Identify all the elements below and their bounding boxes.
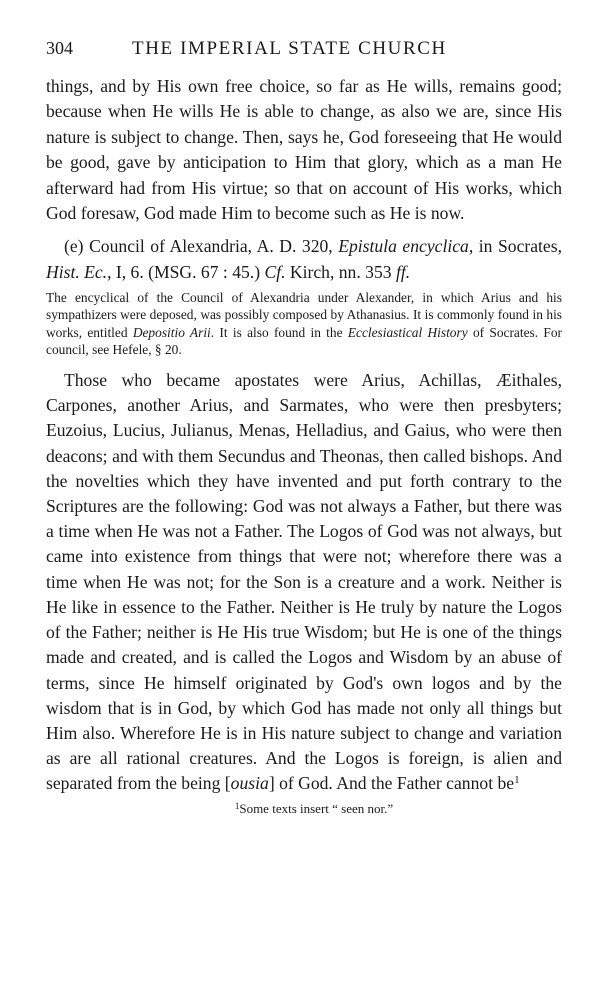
- greek-term: ousia: [230, 773, 269, 794]
- encyclical-text: Those who became apostates were Arius, Achillas, Æithales, Carpones, another Arius, and Sarmates, who were then presbyters; Euzoius, Lucius, Julianus, Menas, Helladius, and Gaius, who were then deacons; and with them Secundus and Theonas, then called bishops. And the novelties which they have invented and put forth contrary to the Scriptures are the following: God was not always a Father, but there was a time when He was not a Father. The Logos of God was not always, but came into existence from things that were not; wherefore there was a time when He was not; for the Son is a creature and a work. Neither is He like in essence to the Father. Neither is He truly by nature the Logos of the Father; neither is He His true Wisdom; but He is one of the things made and created, and is called the Logos and Wisdom by an abuse of terms, since He himself originated by God's own logos and by the wisdom that is in God, by which God has made not only all things but Him also. Wherefore He is in His nature subject to change and variation as are all rational creatures. And the Logos is foreign, is alien and separated from the being [ousia] of God. And the Father cannot $be^1$: [46, 370, 562, 794]
- book-page: [46, 36, 562, 817]
- footnote: [46, 801, 562, 817]
- work-title: Epistula encyclica: [338, 236, 469, 257]
- footnote-marker: 1: [234, 800, 240, 811]
- history-abbrev: Hist. Ec.: [46, 261, 108, 282]
- source-citation: (e) Council of Alexandria, A. D. 320, Epistula encyclica, in Socrates, Hist. Ec., I, 6. (MSG. 67 : 45.) Cf. Kirch, nn. 353 ff.: [46, 236, 562, 282]
- title-depositio-arii: Depositio Arii: [132, 324, 211, 340]
- running-header: [46, 36, 562, 66]
- citation-location: , I, 6. (MSG. 67 : 45.): [107, 261, 265, 282]
- cf-abbrev: Cf.: [264, 261, 286, 282]
- footnote-text: Some texts insert “ seen nor.”: [239, 800, 394, 816]
- ff-abbrev: ff.: [395, 261, 411, 282]
- citation-marker: (e): [64, 236, 84, 257]
- council-name: Council of Alexandria, A. D. 320,: [83, 236, 339, 257]
- footnote-reference[interactable]: 1: [514, 774, 520, 787]
- kirch-ref: Kirch, nn. 353: [285, 261, 396, 282]
- paragraph-continuation: things, and by His own free choice, so far as He wills, remains good; because when He wills He is able to change, as also we are, since His nature is subject to change. Then, says he, God foreseeing that He would be good, gave by anticipation to Him that glory, which as a man He afterward had from His virtue; so that on account of His works, which God foresaw, God made Him to become such as He is now.: [46, 76, 562, 224]
- introductory-note: The encyclical of the Council of Alexandria under Alexander, in which Arius and his sympathizers were deposed, was possibly composed by Athanasius. It is commonly found in his works, entitled Depositio Arii. It is also found in the Ecclesiastical History of Socrates. For council, see Hefele, § 20.: [46, 290, 562, 357]
- title-ecclesiastical-history: Ecclesiastical History: [347, 324, 468, 340]
- running-title: THE IMPERIAL STATE CHURCH: [132, 38, 447, 59]
- page-number: 304: [46, 38, 73, 58]
